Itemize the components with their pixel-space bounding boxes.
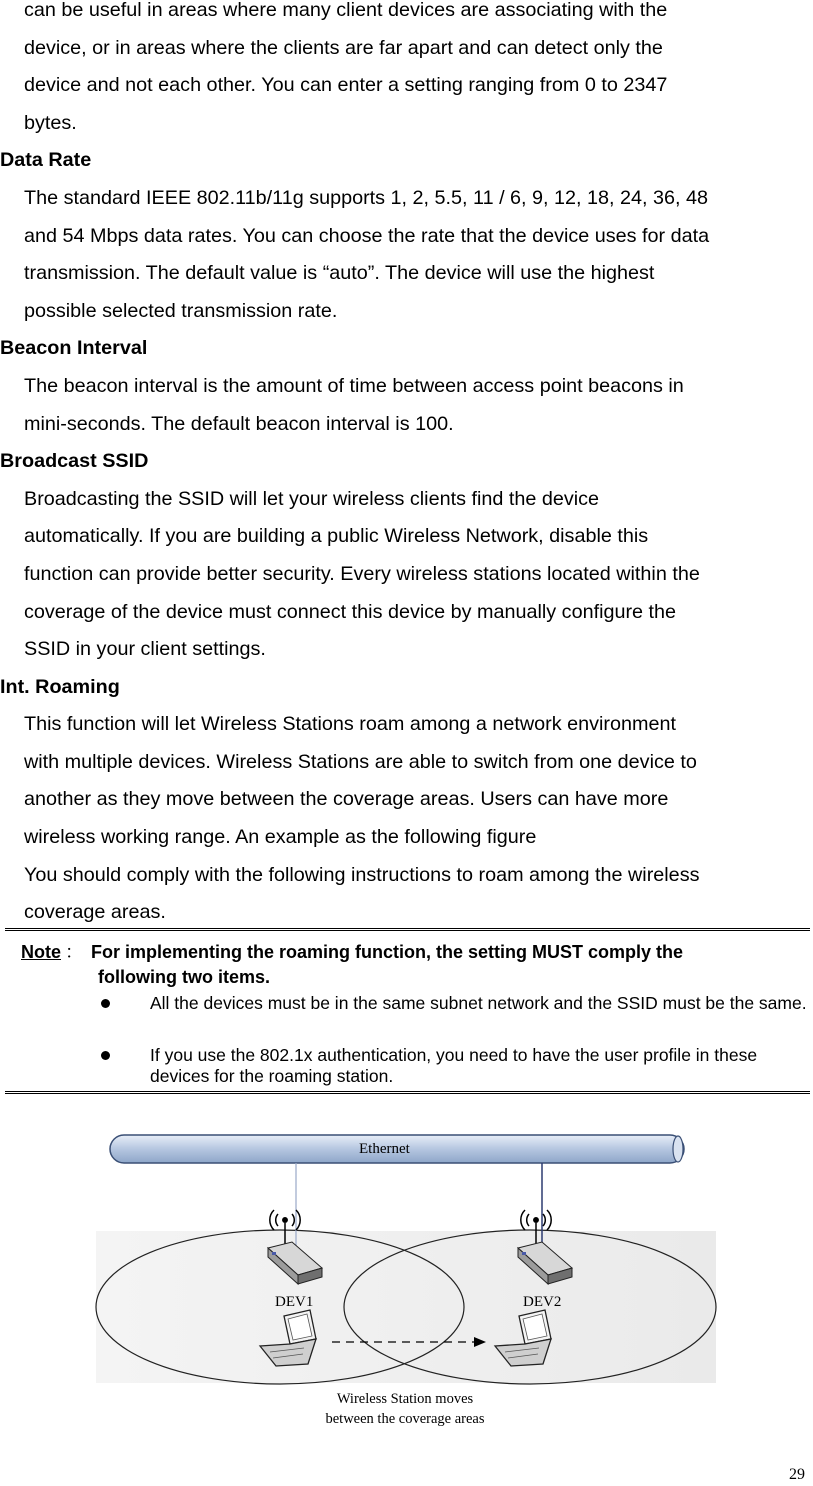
note-title-line1: For implementing the roaming function, the setting MUST comply the: [91, 942, 684, 962]
intro-line: device, or in areas where the clients are far apart and can detect only the: [24, 36, 663, 59]
dev2-label: DEV2: [523, 1294, 562, 1310]
intro-line: device and not each other. You can enter a setting ranging from 0 to 2347: [24, 74, 668, 97]
section-line: You should comply with the following instructions to roam among the wireless: [24, 863, 700, 886]
section-heading-broadcast-ssid: Broadcast SSID: [0, 450, 149, 473]
section-heading-int-roaming: Int. Roaming: [0, 675, 120, 698]
roaming-diagram-svg: [90, 1130, 720, 1430]
bullet-dot-icon: [101, 999, 110, 1008]
bullet-dot-icon: [101, 1051, 110, 1060]
section-line: and 54 Mbps data rates. You can choose the rate that the device uses for data: [24, 224, 710, 247]
section-line: The beacon interval is the amount of time between access point beacons in: [24, 374, 684, 397]
note-bullet-text: If you use the 802.1x authentication, you need to have the user profile in these devices for the roaming station.: [150, 1045, 758, 1086]
section-line: function can provide better security. Every wireless stations located within the: [24, 562, 700, 585]
diagram-caption: [90, 1389, 720, 1429]
roaming-diagram: [90, 1130, 720, 1430]
section-line: possible selected transmission rate.: [24, 299, 338, 322]
section-heading-data-rate: Data Rate: [0, 149, 92, 172]
section-heading-beacon-interval: Beacon Interval: [0, 337, 148, 360]
section-line: coverage areas.: [24, 901, 166, 924]
section-line: mini-seconds. The default beacon interval is 100.: [24, 412, 454, 435]
note-colon: ：: [65, 942, 83, 962]
section-line: another as they move between the coverage areas. Users can have more: [24, 788, 669, 811]
section-line: coverage of the device must connect this device by manually configure the: [24, 600, 677, 623]
section-line: This function will let Wireless Stations roam among a network environment: [24, 713, 676, 736]
note-box: [5, 928, 810, 1094]
section-line: SSID in your client settings.: [24, 638, 266, 661]
caption-line: between the coverage areas: [325, 1411, 485, 1427]
dev1-label: DEV1: [275, 1294, 314, 1310]
section-line: with multiple devices. Wireless Stations are able to switch from one device to: [24, 750, 697, 773]
section-line: automatically. If you are building a public Wireless Network, disable this: [24, 525, 649, 548]
note-heading: [21, 938, 683, 964]
coverage-background: [96, 1231, 716, 1383]
intro-line: can be useful in areas where many client devices are associating with the: [24, 0, 668, 21]
ethernet-label: Ethernet: [359, 1141, 410, 1157]
section-line: Broadcasting the SSID will let your wireless clients find the device: [24, 487, 600, 510]
section-line: transmission. The default value is “auto”. The device will use the highest: [24, 262, 655, 285]
intro-line: bytes.: [24, 111, 77, 134]
section-line: The standard IEEE 802.11b/11g supports 1, 2, 5.5, 11 / 6, 9, 12, 18, 24, 36, 48: [24, 186, 709, 209]
caption-line: Wireless Station moves: [336, 1391, 474, 1407]
note-title-line2: following two items.: [98, 967, 270, 987]
note-bullet-text: All the devices must be in the same subnet network and the SSID must be the same.: [150, 993, 807, 1013]
page-number: 29: [789, 1466, 805, 1483]
section-line: wireless working range. An example as the following figure: [24, 826, 537, 849]
note-label: Note: [21, 942, 61, 962]
